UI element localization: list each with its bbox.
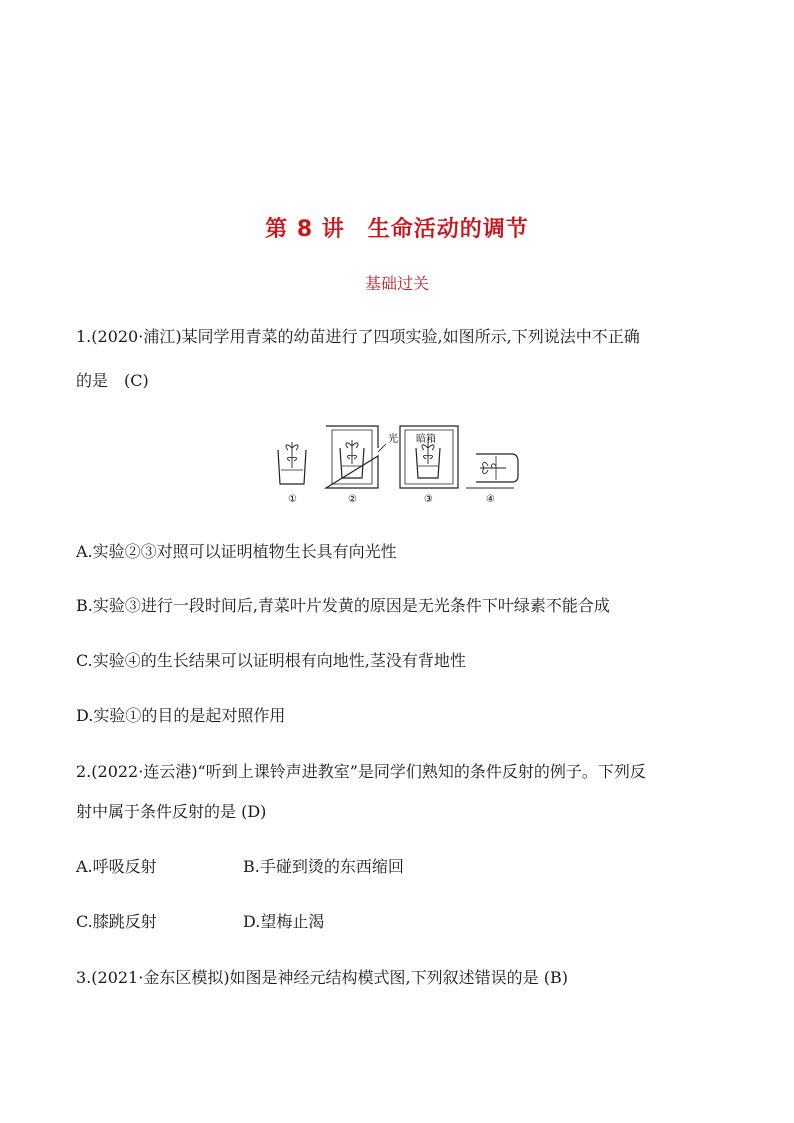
experiment-4-label: ④ [486,494,495,505]
question-1-option-c: C.实验④的生长结果可以证明根有向地性,茎没有背地性 [76,651,466,670]
section-subtitle: 基础过关 [364,274,429,293]
question-1-option-d: D.实验①的目的是起对照作用 [76,706,286,725]
experiment-2-label: ② [348,494,357,505]
question-2-stem-cont: 射中属于条件反射的是 (D) [76,802,267,821]
question-2-option-d: D.望梅止渴 [243,912,325,931]
question-2-option-c: C.膝跳反射 [76,912,157,931]
experiment-3-label: ③ [424,494,433,505]
question-3-stem: 3.(2021·金东区模拟)如图是神经元结构模式图,下列叙述错误的是 (B) [76,968,568,987]
page-title: 第 8 讲 生命活动的调节 [265,217,529,242]
question-2-option-b: B.手碰到烫的东西缩回 [243,857,404,876]
plant-experiment-figure [270,418,530,510]
question-1-option-a: A.实验②③对照可以证明植物生长具有向光性 [76,542,397,561]
light-label: 光 [388,434,398,445]
dark-box-label: 暗箱 [416,434,436,445]
question-2-option-a: A.呼吸反射 [76,857,157,876]
experiment-1-label: ① [288,494,297,505]
question-1-stem: 1.(2020·浦江)某同学用青菜的幼苗进行了四项实验,如图所示,下列说法中不正确 [76,327,640,346]
question-2-stem: 2.(2022·连云港)“听到上课铃声进教室”是同学们熟知的条件反射的例子。下列反 [76,762,646,781]
question-1-option-b: B.实验③进行一段时间后,青菜叶片发黄的原因是无光条件下叶绿素不能合成 [76,596,610,615]
question-1-stem-cont: 的是 (C) [76,371,149,390]
